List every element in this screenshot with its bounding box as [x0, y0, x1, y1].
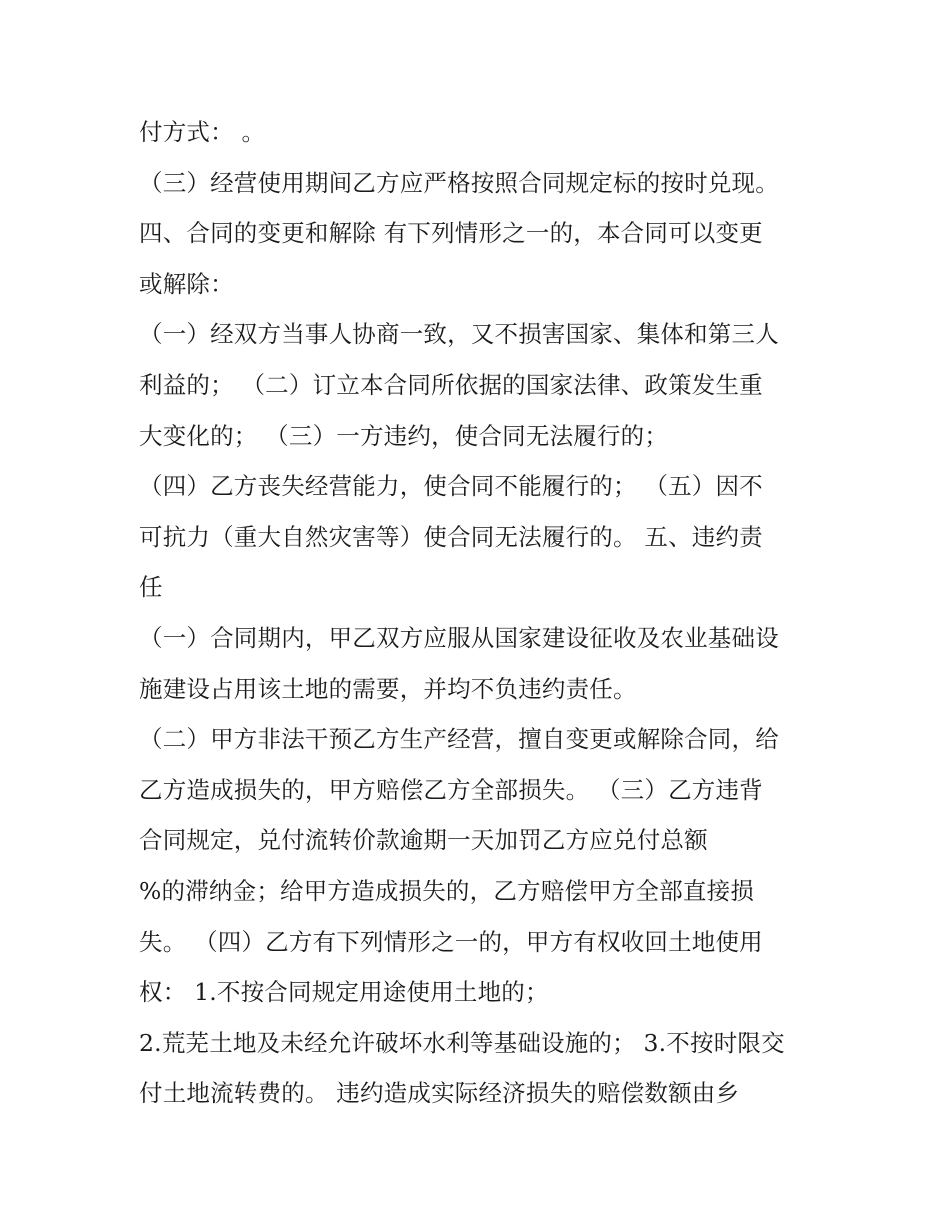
text-line: 乙方造成损失的，甲方赔偿乙方全部损失。 （三）乙方违背 — [139, 775, 763, 804]
text-line: %的滞纳金；给甲方造成损失的，乙方赔偿甲方全部直接损 — [139, 876, 755, 905]
text-line: 付土地流转费的。 违约造成实际经济损失的赔偿数额由乡 — [139, 1079, 740, 1108]
text-line: （三）经营使用期间乙方应严格按照合同规定标的按时兑现。 — [139, 168, 779, 197]
text-line: （四）乙方丧失经营能力，使合同不能履行的； （五）因不 — [139, 472, 763, 501]
text-line: （二）甲方非法干预乙方生产经营，擅自变更或解除合同，给 — [139, 725, 779, 754]
text-line: 利益的； （二）订立本合同所依据的国家法律、政策发生重 — [139, 370, 763, 399]
text-line: 失。 （四）乙方有下列情形之一的，甲方有权收回土地使用 — [139, 927, 763, 956]
text-line: （一）合同期内，甲乙双方应服从国家建设征收及农业基础设 — [139, 623, 779, 652]
text-line: 权： 1.不按合同规定用途使用土地的； — [139, 978, 549, 1007]
text-line: 可抗力（重大自然灾害等）使合同无法履行的。 五、违约责 — [139, 522, 763, 551]
text-line: 施建设占用该土地的需要，并均不负违约责任。 — [139, 674, 637, 703]
text-line: 任 — [139, 573, 163, 602]
text-line: 大变化的； （三）一方违约，使合同无法履行的； — [139, 421, 669, 450]
text-line: 四、合同的变更和解除 有下列情形之一的，本合同可以变更 — [139, 219, 763, 248]
text-line: 合同规定，兑付流转价款逾期一天加罚乙方应兑付总额 — [139, 826, 708, 855]
text-line: 2.荒芜土地及未经允许破坏水利等基础设施的； 3.不按时限交 — [139, 1028, 785, 1057]
text-line: （一）经双方当事人协商一致，又不损害国家、集体和第三人 — [139, 320, 779, 349]
text-line: 或解除： — [139, 269, 234, 298]
contract-text-body — [139, 107, 829, 1119]
text-line: 付方式： 。 — [139, 118, 266, 146]
